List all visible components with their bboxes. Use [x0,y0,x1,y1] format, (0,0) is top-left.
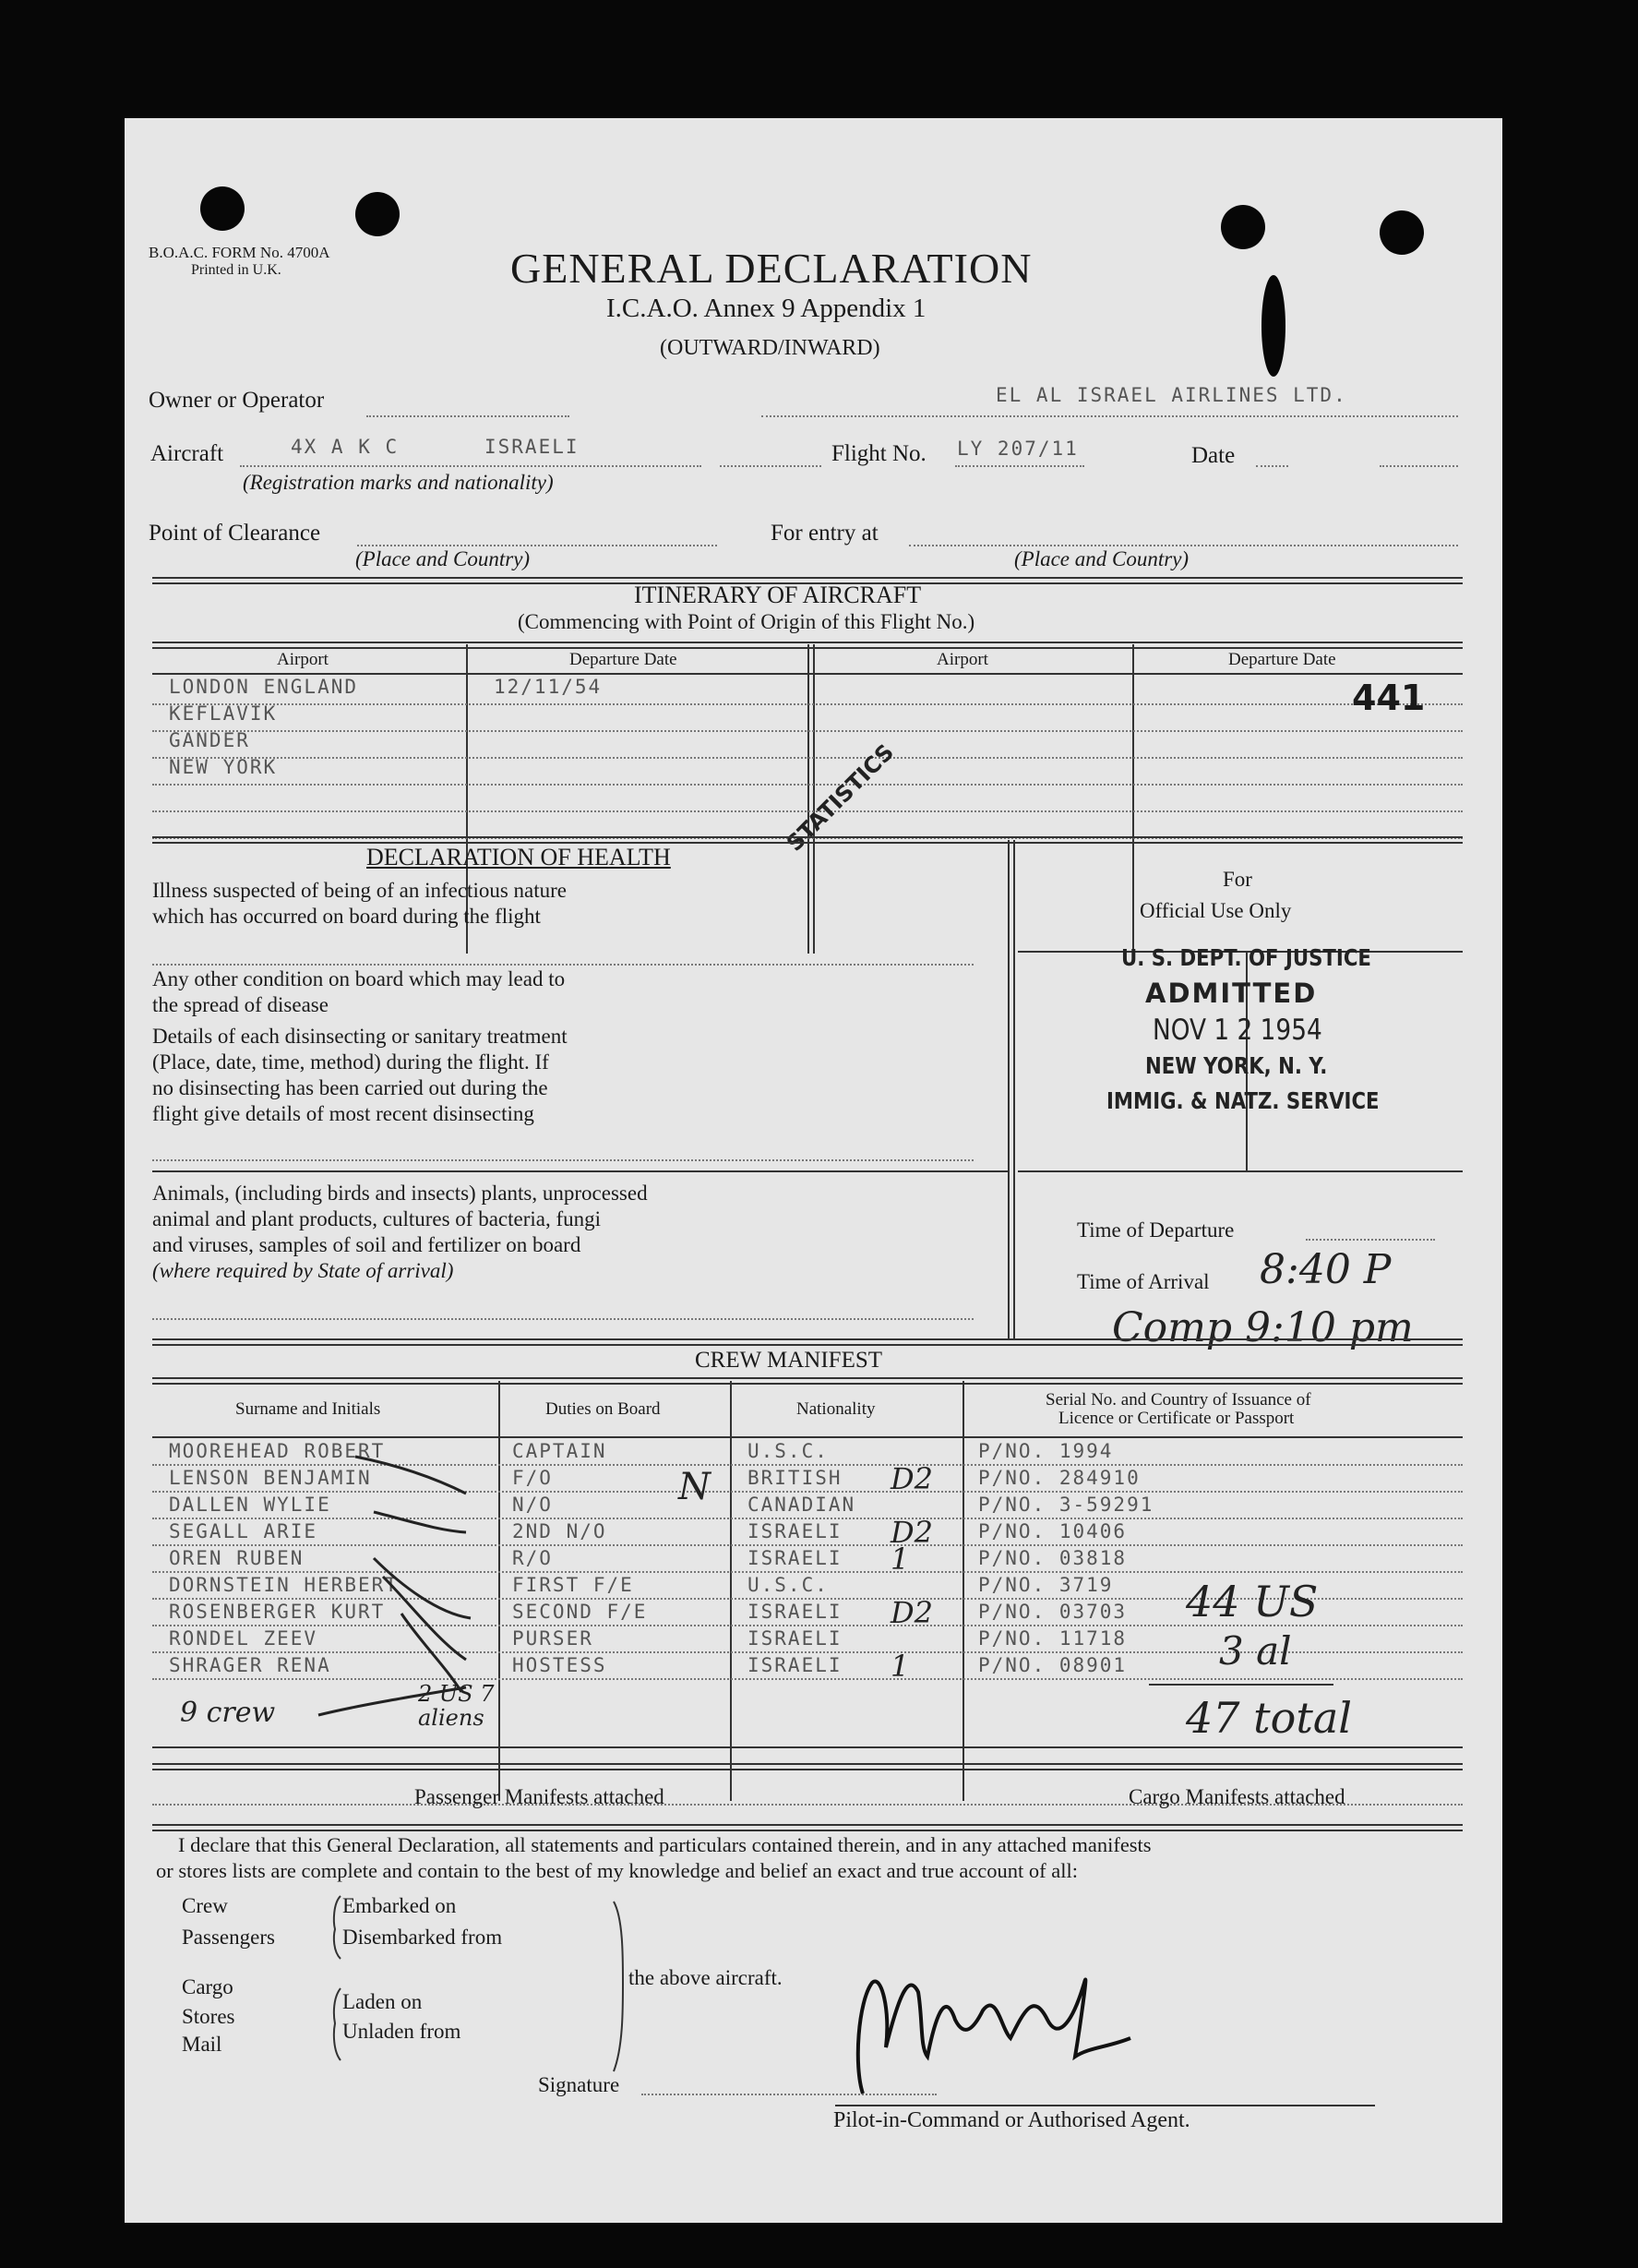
crew-duty: 2ND N/O [512,1520,607,1542]
crew-col-surname: Surname and Initials [235,1399,381,1419]
animals-line: animal and plant products, cultures of bacteria, fungi [152,1207,602,1230]
entry-note: (Place and Country) [1014,547,1190,570]
crew-serial: P/NO. 03818 [978,1547,1128,1569]
check-mark-handwritten: N [678,1466,711,1508]
crew-serial: P/NO. 10406 [978,1520,1128,1542]
cargo-label: Cargo [182,1975,233,1998]
crew-serial: P/NO. 11718 [978,1627,1128,1650]
crew-name: SEGALL ARIE [169,1520,318,1542]
owner-value: EL AL ISRAEL AIRLINES LTD. [996,384,1347,406]
us-count-handwritten: 44 US [1186,1577,1319,1626]
crew-serial: P/NO. 1994 [978,1440,1114,1462]
arrival-time-handwritten: 8:40 P [1260,1246,1392,1293]
printed-note: Printed in U.K. [191,262,281,278]
mail-label: Mail [182,2033,222,2056]
col-departure-2: Departure Date [1228,650,1336,669]
crew-breakdown-handwritten: 2 US 7 aliens [418,1681,495,1731]
health-title: DECLARATION OF HEALTH [366,844,671,870]
crew-mark-handwritten: 1 [891,1649,910,1684]
crew-name: MOOREHEAD ROBERT [169,1440,386,1462]
pilot-signature [835,1955,1149,2103]
crew-serial: P/NO. 284910 [978,1467,1141,1489]
punch-hole [355,192,400,236]
stamp-admitted: ADMITTED [1145,978,1318,1009]
passengers-label: Passengers [182,1926,275,1949]
stores-label: Stores [182,2005,235,2028]
itinerary-airport: NEW YORK [169,756,278,778]
col-airport-1: Airport [277,650,329,669]
col-airport-2: Airport [937,650,988,669]
crew-mark-handwritten: D2 [891,1515,934,1550]
stamp-date: NOV 1 2 1954 [1153,1014,1322,1047]
statistics-stamp: STATISTICS [782,738,900,857]
document-number: 441 [1352,678,1426,718]
crew-name: SHRAGER RENA [169,1654,331,1676]
disinsect-line: flight give details of most recent disinsecting [152,1102,534,1125]
animals-line: and viruses, samples of soil and fertilizer on board [152,1233,581,1256]
animals-line: (where required by State of arrival) [152,1259,454,1282]
crew-nationality: ISRAELI [747,1601,843,1623]
illness-line: Illness suspected of being of an infectious nature [152,879,568,902]
crew-nationality: BRITISH [747,1467,843,1489]
clearance-note: (Place and Country) [355,547,531,570]
crew-nationality: ISRAELI [747,1547,843,1569]
crew-duty: R/O [512,1547,553,1569]
crew-name: DORNSTEIN HERBERT [169,1574,399,1596]
crew-mark-handwritten: 1 [891,1542,910,1577]
form-subtitle: I.C.A.O. Annex 9 Appendix 1 [606,294,927,323]
total-count-handwritten: 47 total [1186,1693,1352,1743]
stamp-city: NEW YORK, N. Y. [1145,1052,1328,1079]
crew-duty: SECOND F/E [512,1601,648,1623]
declaration-form [125,118,1502,2223]
completion-handwritten: Comp 9:10 pm [1112,1304,1414,1351]
stamp-dept: U. S. DEPT. OF JUSTICE [1121,944,1371,971]
aircraft-nationality: ISRAELI [484,436,580,458]
declaration-text: I declare that this General Declaration, all statements and particulars contained therein, and in any attached manifests [178,1833,1152,1856]
crew-nationality: U.S.C. [747,1574,829,1596]
punch-hole [200,186,245,231]
official-use-label: Official Use Only [1140,899,1292,922]
unladen-label: Unladen from [342,2020,461,2043]
crew-duty: N/O [512,1494,553,1516]
punch-hole [1380,210,1424,255]
crew-col-serial: Serial No. and Country of Issuance of [1046,1390,1311,1410]
crew-manifest-title: CREW MANIFEST [695,1348,883,1373]
disinsect-line: (Place, date, time, method) during the flight. If [152,1050,549,1074]
owner-label: Owner or Operator [149,388,325,413]
declaration-text: or stores lists are complete and contain to the best of my knowledge and belief an exact and true account of all: [156,1859,1079,1882]
crew-serial: P/NO. 3-59291 [978,1494,1154,1516]
alien-count-handwritten: 3 al [1219,1628,1292,1674]
above-aircraft-label: the above aircraft. [628,1966,783,1989]
crew-nationality: CANADIAN [747,1494,856,1516]
crew-name: LENSON BENJAMIN [169,1467,372,1489]
crew-mark-handwritten: D2 [891,1595,934,1630]
other-line: Any other condition on board which may lead to [152,967,566,990]
itinerary-subtitle: (Commencing with Point of Origin of this Flight No.) [518,610,975,633]
cargo-manifest-label: Cargo Manifests attached [1129,1785,1345,1808]
itinerary-airport: GANDER [169,729,250,751]
crew-duty: F/O [512,1467,553,1489]
embarked-label: Embarked on [342,1894,457,1917]
crew-nationality: U.S.C. [747,1440,829,1462]
crew-duty: CAPTAIN [512,1440,607,1462]
crew-mark-handwritten: D2 [891,1461,934,1496]
crew-col-serial-2: Licence or Certificate or Passport [1058,1409,1295,1428]
passenger-manifest-label: Passenger Manifests attached [414,1785,664,1808]
crew-serial: P/NO. 3719 [978,1574,1114,1596]
registration-note: (Registration marks and nationality) [243,471,554,494]
signature-label: Signature [538,2073,620,2096]
col-departure-1: Departure Date [569,650,677,669]
crew-label: Crew [182,1894,228,1917]
crew-name: RONDEL ZEEV [169,1627,318,1650]
brace-left [329,1894,344,2079]
form-direction: (OUTWARD/INWARD) [660,336,880,360]
flight-label: Flight No. [831,441,927,466]
crew-serial: P/NO. 03703 [978,1601,1128,1623]
itinerary-airport: KEFLAVIK [169,702,278,725]
tear-mark [1261,275,1285,377]
crew-count-handwritten: 9 crew [180,1697,276,1729]
entry-label: For entry at [771,521,879,546]
aircraft-label: Aircraft [150,441,224,466]
date-label: Date [1191,443,1236,468]
aircraft-registration: 4X A K C [291,436,400,458]
arrival-time-label: Time of Arrival [1077,1270,1210,1293]
punch-hole [1221,205,1265,249]
flight-number: LY 207/11 [957,438,1079,460]
other-line: the spread of disease [152,993,329,1016]
disinsect-line: Details of each disinsecting or sanitary treatment [152,1025,568,1048]
form-number: B.O.A.C. FORM No. 4700A [149,244,330,261]
crew-nationality: ISRAELI [747,1520,843,1542]
pilot-label: Pilot-in-Command or Authorised Agent. [833,2108,1190,2132]
animals-line: Animals, (including birds and insects) plants, unprocessed [152,1182,648,1205]
itinerary-title: ITINERARY OF AIRCRAFT [634,582,922,608]
crew-duty: HOSTESS [512,1654,607,1676]
crew-nationality: ISRAELI [747,1627,843,1650]
departure-time-label: Time of Departure [1077,1218,1235,1242]
form-title: GENERAL DECLARATION [510,245,1033,292]
laden-label: Laden on [342,1990,423,2013]
itinerary-airport: LONDON ENGLAND [169,676,359,698]
crew-name: DALLEN WYLIE [169,1494,331,1516]
stamp-service: IMMIG. & NATZ. SERVICE [1106,1087,1380,1114]
for-label: For [1223,868,1252,891]
disinsect-line: no disinsecting has been carried out during the [152,1076,548,1099]
clearance-label: Point of Clearance [149,521,321,546]
disembarked-label: Disembarked from [342,1926,503,1949]
crew-duty: PURSER [512,1627,593,1650]
crew-col-nationality: Nationality [796,1399,876,1419]
crew-name: OREN RUBEN [169,1547,305,1569]
crew-col-duties: Duties on Board [545,1399,661,1419]
crew-nationality: ISRAELI [747,1654,843,1676]
brace-right [610,1900,630,2075]
tally-marks [263,1429,614,1743]
crew-serial: P/NO. 08901 [978,1654,1128,1676]
crew-name: ROSENBERGER KURT [169,1601,386,1623]
illness-line: which has occurred on board during the flight [152,905,541,928]
itinerary-departure-date: 12/11/54 [494,676,603,698]
crew-duty: FIRST F/E [512,1574,634,1596]
